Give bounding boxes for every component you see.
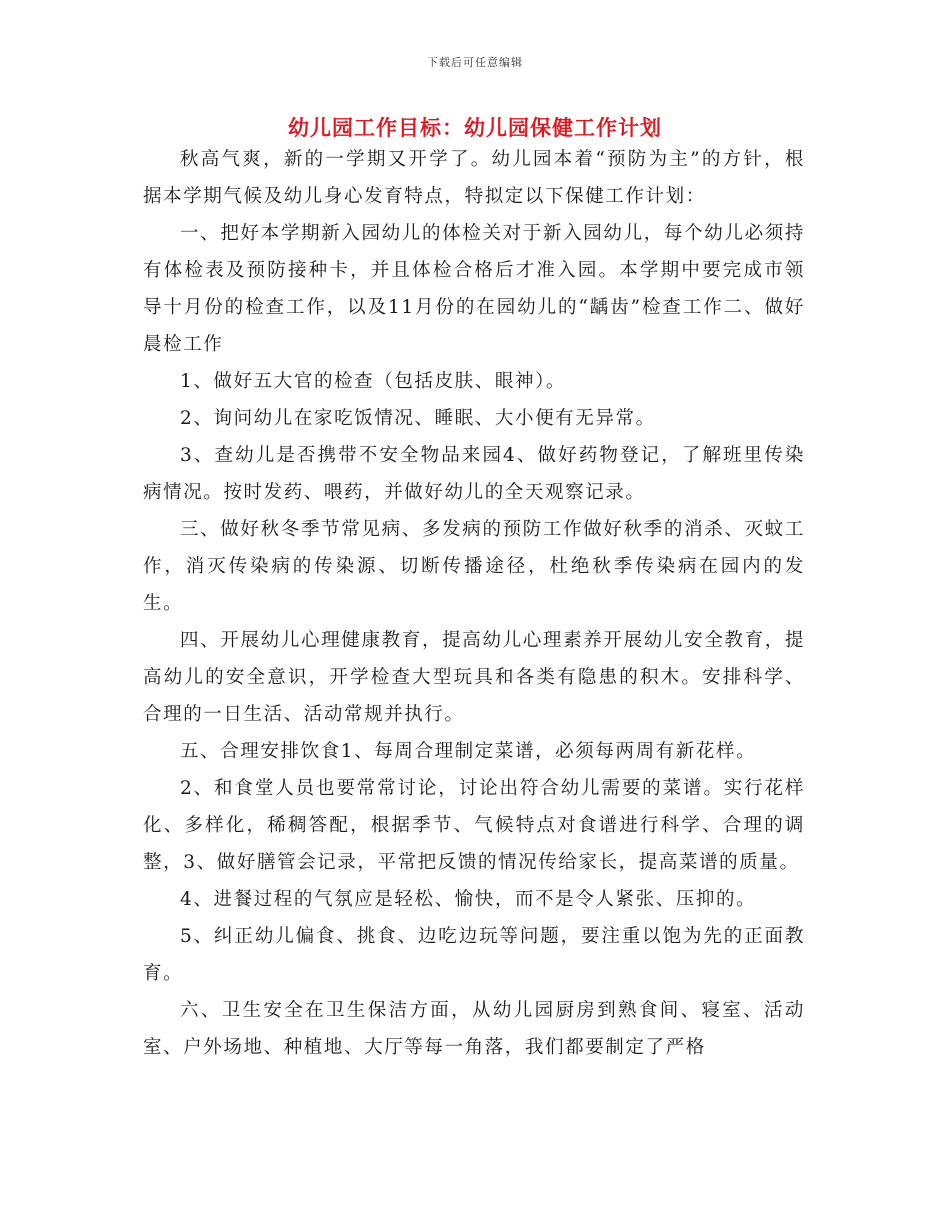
paragraph: 2、询问幼儿在家吃饭情况、睡眠、大小便有无异常。 [180,408,656,429]
document-body [143,141,805,1066]
paragraph: 一、把好本学期新入园幼儿的体检关对于新入园幼儿，每个幼儿必须持有体检表及预防接种卡，并且体检合格后才准入园。本学期中要完成市领导十月份的检查工作，以及11月份的在园幼儿的“龋齿”检查工作二、做好晨检工作 [143,223,805,355]
paragraph: 2、和食堂人员也要常常讨论，讨论出符合幼儿需要的菜谱。实行花样化、多样化，稀稠答配，根据季节、气候特点对食谱进行科学、合理的调整，3、做好膳管会记录，平常把反馈的情况传给家长，提高菜谱的质量。 [143,778,805,873]
paragraph: 4、进餐过程的气氛应是轻松、愉快，而不是令人紧张、压抑的。 [180,889,757,910]
header-note: 下载后可任意编辑 [427,56,523,69]
paragraph: 四、开展幼儿心理健康教育，提高幼儿心理素养开展幼儿安全教育，提高幼儿的安全意识，开学检查大型玩具和各类有隐患的积木。安排科学、合理的一日生活、活动常规并执行。 [143,630,805,725]
paragraph: 五、合理安排饮食1、每周合理制定菜谱，必须每两周有新花样。 [180,741,757,762]
paragraph: 三、做好秋冬季节常见病、多发病的预防工作做好秋季的消杀、灭蚊工作，消灭传染病的传染源、切断传播途径，杜绝秋季传染病在园内的发生。 [143,519,805,614]
paragraph: 5、纠正幼儿偏食、挑食、边吃边玩等问题，要注重以饱为先的正面教育。 [143,926,805,984]
paragraph: 1、做好五大官的检查（包括皮肤、眼神）。 [180,371,567,392]
paragraph: 六、卫生安全在卫生保洁方面，从幼儿园厨房到熟食间、寝室、活动室、户外场地、种植地、大厅等每一角落，我们都要制定了严格 [143,1000,805,1058]
paragraph: 3、查幼儿是否携带不安全物品来园4、做好药物登记，了解班里传染病情况。按时发药、喂药，并做好幼儿的全天观察记录。 [143,445,805,503]
document-title: 幼儿园工作目标：幼儿园保健工作计划 [288,115,662,140]
paragraph: 秋高气爽，新的一学期又开学了。幼儿园本着“预防为主”的方针，根据本学期气候及幼儿身心发育特点，特拟定以下保健工作计划： [143,149,805,207]
